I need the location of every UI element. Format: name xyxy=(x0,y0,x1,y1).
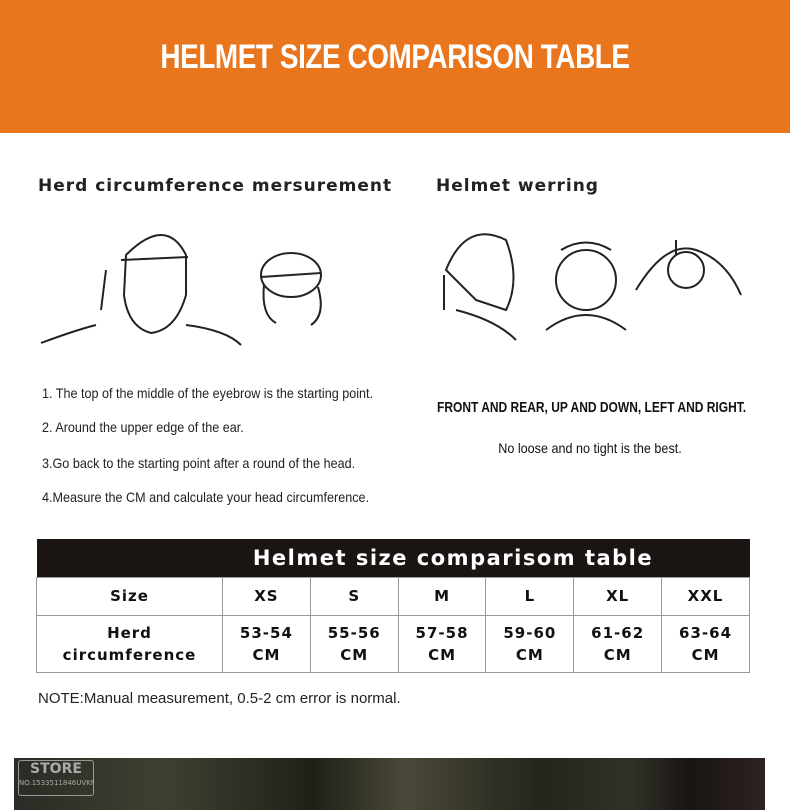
range-value: 55-56 xyxy=(327,623,381,642)
step-1: 1. The top of the middle of the eyebrow is the starting point. xyxy=(42,385,374,401)
store-watermark xyxy=(18,760,94,796)
measurement-note: NOTE:Manual measurement, 0.5-2 cm error is normal. xyxy=(38,690,401,707)
size-cell: XS xyxy=(223,577,311,615)
watermark-line: STORE xyxy=(30,761,82,777)
size-table xyxy=(36,539,750,673)
range-cell xyxy=(310,615,398,672)
range-value: 59-60 xyxy=(503,623,557,642)
unit: CM xyxy=(428,645,456,664)
size-cell: L xyxy=(486,577,574,615)
label-line: circumference xyxy=(62,645,197,664)
range-cell xyxy=(574,615,662,672)
range-cell xyxy=(662,615,750,672)
circumference-label xyxy=(37,615,223,672)
watermark-line: NO.1533511846UVKF xyxy=(19,779,95,787)
range-cell xyxy=(223,615,311,672)
range-value: 53-54 xyxy=(239,623,293,642)
range-value: 63-64 xyxy=(679,623,733,642)
unit: CM xyxy=(603,645,632,664)
wearing-rule: FRONT AND REAR, UP AND DOWN, LEFT AND RIGHT. xyxy=(437,399,747,416)
range-cell xyxy=(486,615,574,672)
head-measurement-illustration xyxy=(36,215,336,355)
size-label: Size xyxy=(37,577,223,615)
helmet-wearing-illustration xyxy=(436,220,756,360)
size-cell: XXL xyxy=(662,577,750,615)
wearing-tip: No loose and no tight is the best. xyxy=(498,440,682,456)
table-row xyxy=(37,615,750,672)
product-photo xyxy=(14,758,765,810)
range-value: 57-58 xyxy=(415,623,469,642)
page-title: HELMET SIZE COMPARISON TABLE xyxy=(160,38,630,76)
table-caption: Helmet size comparisom table xyxy=(37,539,750,577)
unit: CM xyxy=(340,645,369,664)
size-cell: XL xyxy=(574,577,662,615)
measurement-heading: Herd circumference mersurement xyxy=(38,176,393,196)
step-4: 4.Measure the CM and calculate your head circumference. xyxy=(42,489,370,505)
label-line: Herd xyxy=(107,623,152,642)
unit: CM xyxy=(252,645,281,664)
step-2: 2. Around the upper edge of the ear. xyxy=(42,419,244,435)
wearing-heading: Helmet werring xyxy=(436,176,599,196)
size-cell: M xyxy=(398,577,486,615)
range-cell xyxy=(398,615,486,672)
range-value: 61-62 xyxy=(591,623,645,642)
step-3: 3.Go back to the starting point after a round of the head. xyxy=(42,455,356,471)
unit: CM xyxy=(691,645,720,664)
size-cell: S xyxy=(310,577,398,615)
table-row xyxy=(37,577,750,615)
unit: CM xyxy=(515,645,544,664)
